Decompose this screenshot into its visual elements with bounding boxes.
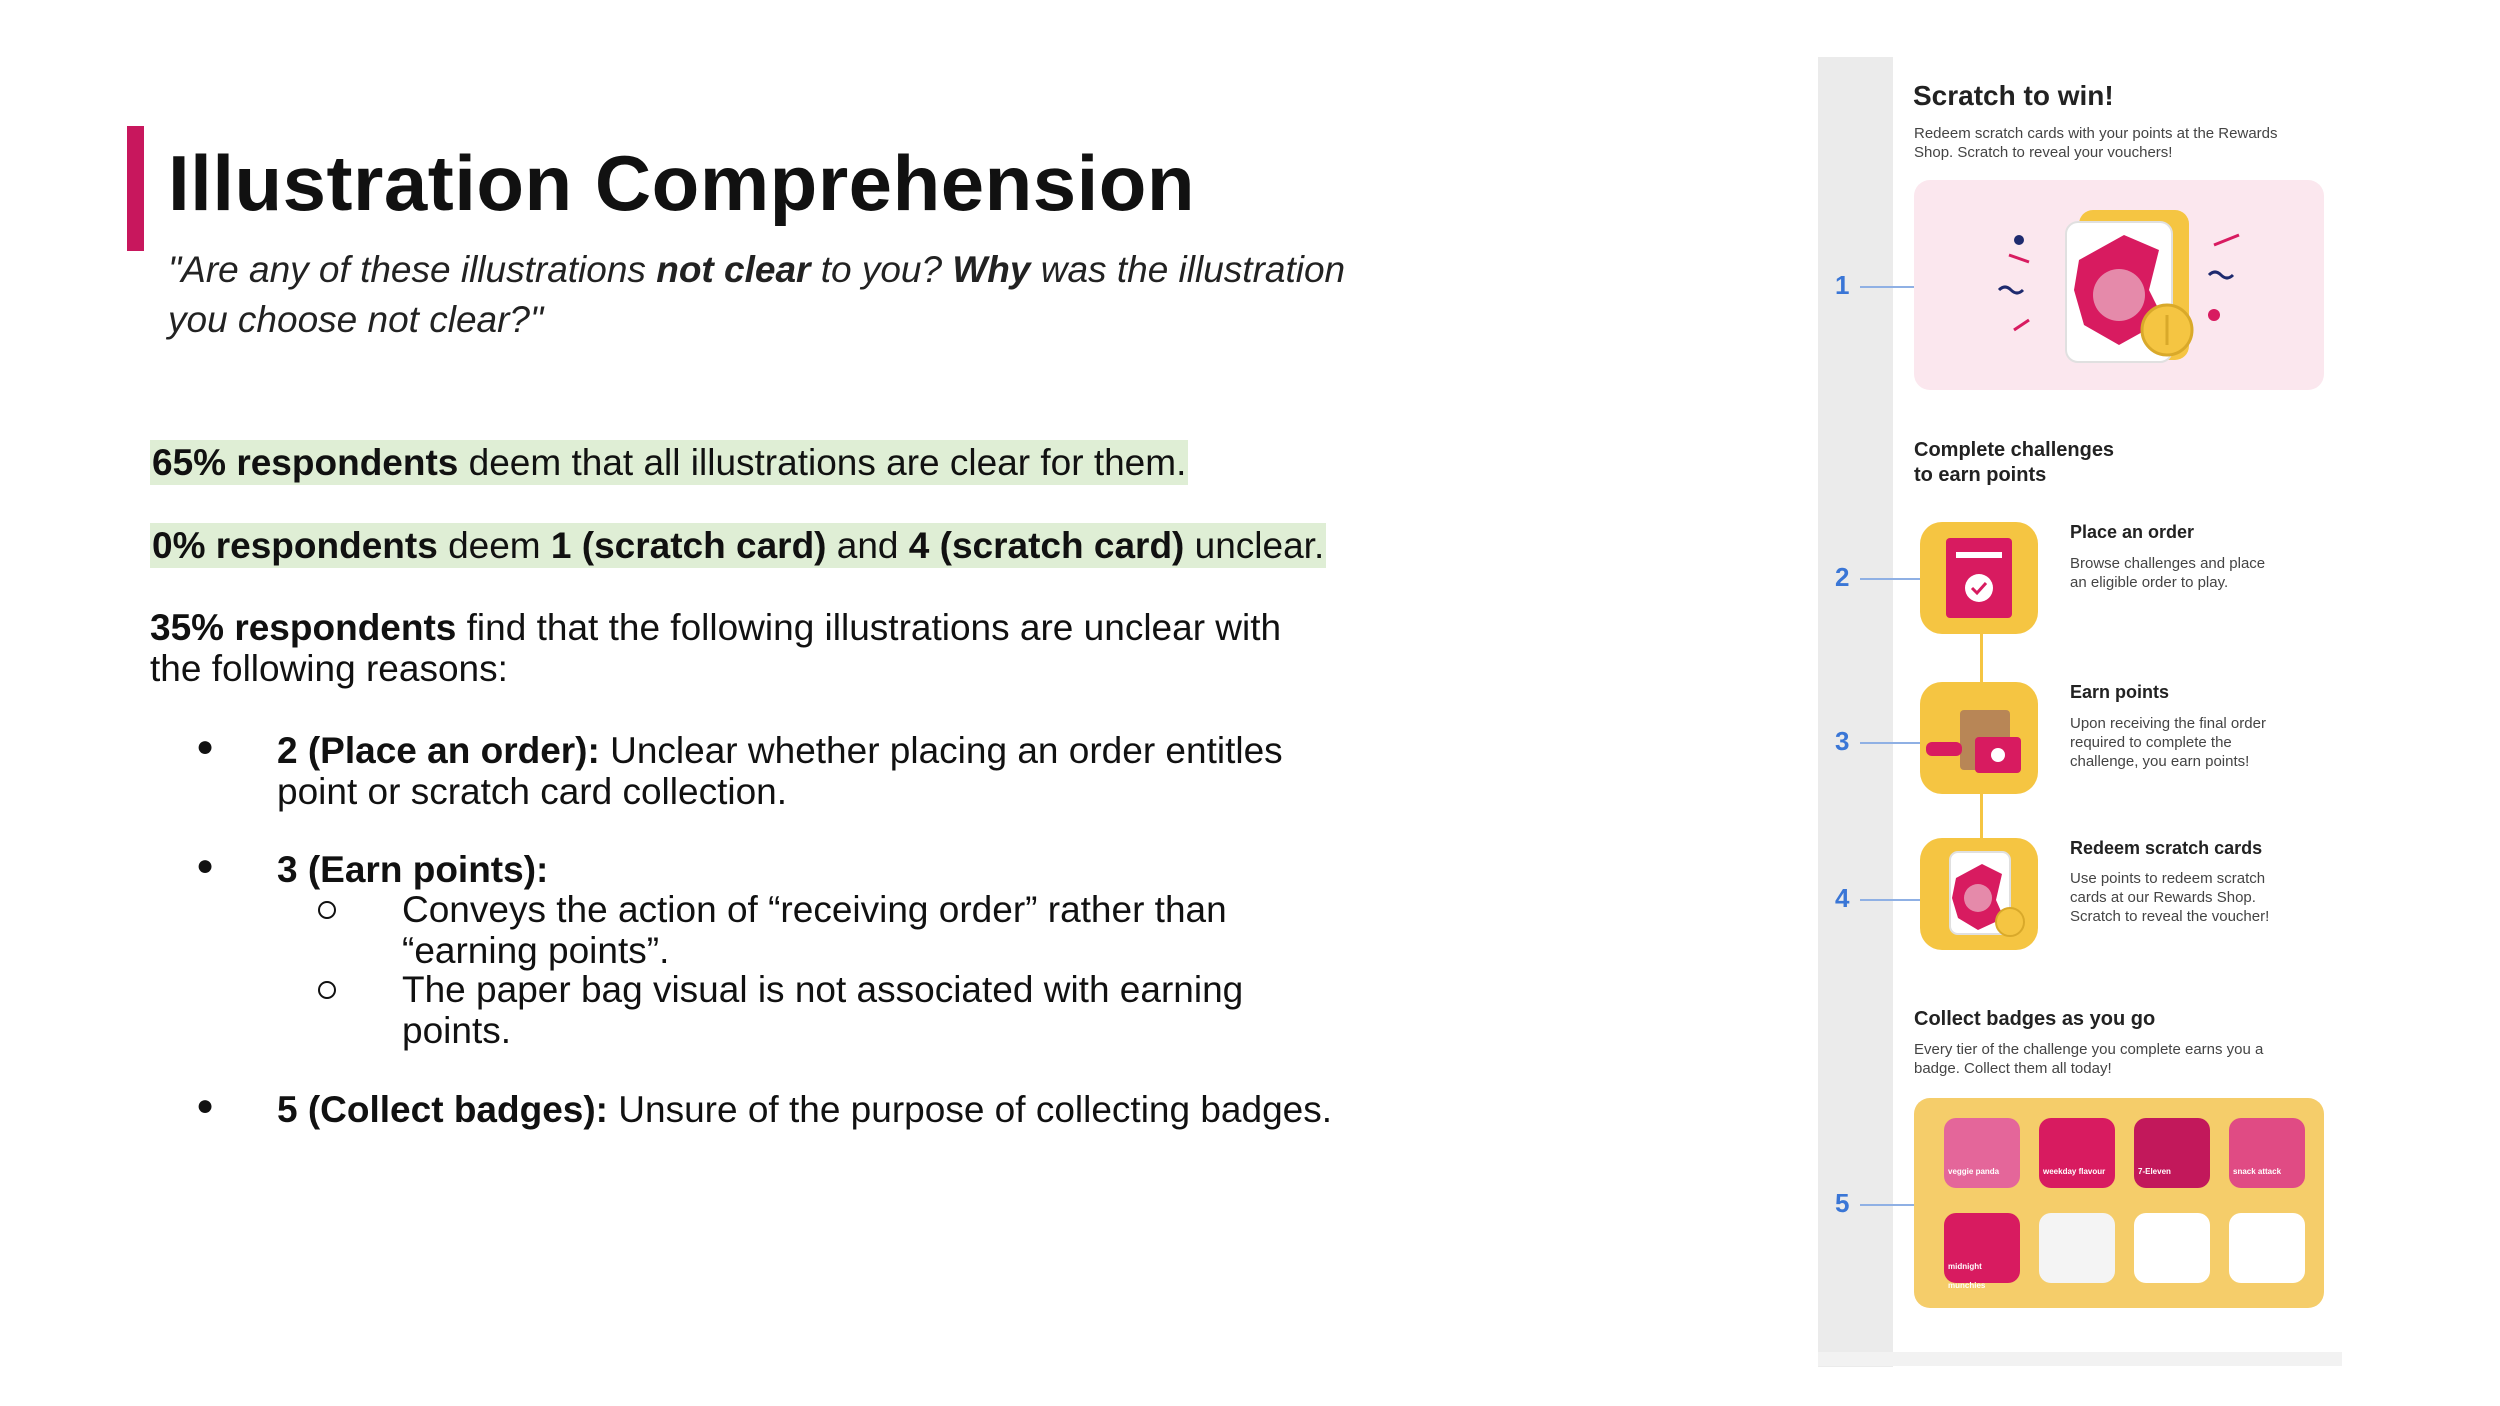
question-part: was the illustration you choose not clear?": [168, 249, 1346, 340]
sub-bullet-circle: [318, 901, 336, 919]
stat-bold: 4 (scratch card): [908, 525, 1185, 566]
badge-weekday-flavour: [2039, 1118, 2115, 1188]
marker-5: 5: [1835, 1188, 1850, 1218]
bullet-bold: 2 (Place an order):: [277, 730, 600, 771]
stat-bold: 65% respondents: [152, 442, 459, 483]
step-desc-line: Upon receiving the final order: [2070, 715, 2266, 732]
earn-points-illustration: [1920, 682, 2038, 794]
step-redeem-desc: [2070, 869, 2269, 926]
bullet-text: Unclear whether placing an order entitles: [599, 730, 1283, 771]
badges-desc-line: Every tier of the challenge you complete earns you a: [1914, 1041, 2264, 1058]
marker-line: [1860, 742, 1920, 744]
bullet-earn-points: [277, 849, 548, 890]
stat-text: and: [826, 525, 909, 566]
badge-locked: [2039, 1213, 2115, 1283]
question-part: "Are any of these illustrations: [168, 249, 657, 290]
paper-bag-icon: [1920, 682, 2038, 794]
stat-65-percent: [150, 442, 1188, 483]
badge-midnight-munchies: [1944, 1213, 2020, 1290]
challenges-heading-line: Complete challenges: [1914, 439, 2115, 461]
bullet-collect-badges: [277, 1089, 1332, 1130]
step-desc-line: Scratch to reveal the voucher!: [2070, 908, 2270, 925]
bullet-text: point or scratch card collection.: [277, 771, 788, 812]
stat-bold: 1 (scratch card): [550, 525, 827, 566]
badge-locked: [2229, 1213, 2305, 1283]
bullet-place-order: [277, 730, 1283, 812]
scratch-subtitle: [1914, 124, 2278, 162]
scratch-subtitle-line: Redeem scratch cards with your points at the Rewards: [1914, 125, 2278, 142]
marker-line: [1860, 1204, 1914, 1206]
step-redeem-title: Redeem scratch cards: [2070, 838, 2263, 858]
title-accent-bar: [127, 126, 144, 251]
step-desc-line: Browse challenges and place: [2070, 555, 2266, 572]
badge-label: weekday flavour: [2043, 1167, 2106, 1176]
scratch-card-small-icon: [1920, 838, 2038, 950]
badge-snack-attack: [2229, 1118, 2305, 1188]
stat-bold: 0% respondents: [152, 525, 438, 566]
badge-label: snack attack: [2233, 1167, 2282, 1176]
badges-illustration: [1914, 1098, 2324, 1308]
scratch-to-win-title: Scratch to win!: [1913, 80, 2114, 111]
slide-title: Illustration Comprehension: [168, 139, 1196, 227]
marker-2: 2: [1835, 562, 1850, 592]
question-bold: not clear: [656, 249, 811, 290]
bullet-dot: ●: [196, 849, 215, 882]
stat-text: unclear.: [1184, 525, 1325, 566]
marker-1: 1: [1835, 270, 1850, 300]
step-place-order-desc: [2070, 554, 2265, 592]
step-desc-line: cards at our Rewards Shop.: [2070, 889, 2256, 906]
step-earn-points-title: Earn points: [2070, 682, 2170, 702]
bullet-text: Unsure of the purpose of collecting badges.: [608, 1089, 1333, 1130]
bullet-bold: 3 (Earn points):: [277, 849, 549, 890]
sub-bullet-text: “earning points”.: [402, 930, 670, 971]
question-part: to you?: [810, 249, 953, 290]
stat-0-percent: [150, 525, 1326, 566]
badges-heading: Collect badges as you go: [1914, 1008, 2156, 1030]
place-order-illustration: [1920, 522, 2038, 634]
sub-bullet-text: The paper bag visual is not associated with earning: [402, 969, 1244, 1010]
screenshot-bottom-edge: [1818, 1352, 2342, 1366]
step-earn-points-desc: [2070, 714, 2266, 771]
question-bold: Why: [952, 249, 1031, 290]
stat-bold: 35% respondents: [150, 607, 457, 648]
stat-text: deem: [437, 525, 551, 566]
sub-bullet-text: Conveys the action of “receiving order” rather than: [402, 889, 1227, 930]
badges-desc-line: badge. Collect them all today!: [1914, 1060, 2112, 1077]
sub-bullet-receiving-order: [402, 889, 1227, 971]
marker-line: [1860, 899, 1920, 901]
stat-text: find that the following illustrations are unclear with: [456, 607, 1282, 648]
challenges-heading-line: to earn points: [1914, 464, 2047, 486]
step-desc-line: an eligible order to play.: [2070, 574, 2229, 591]
stat-text: deem that all illustrations are clear for them.: [458, 442, 1187, 483]
scratch-card-icon: [1914, 180, 2324, 390]
stat-highlight: [150, 523, 1326, 568]
step-desc-line: required to complete the: [2070, 734, 2232, 751]
marker-4: 4: [1835, 883, 1850, 913]
challenges-heading: [1914, 438, 2114, 488]
sub-bullet-circle: [318, 981, 336, 999]
stat-highlight: [150, 440, 1188, 485]
stat-35-percent: [150, 607, 1281, 689]
badge-veggie-panda: [1944, 1118, 2020, 1188]
badge-label: 7-Eleven: [2138, 1167, 2171, 1176]
step-desc-line: challenge, you earn points!: [2070, 753, 2250, 770]
badge-label: midnight munchies: [1948, 1262, 1986, 1290]
screenshot-side-strip: [1818, 57, 1893, 1367]
slide-question: [168, 245, 1368, 345]
marker-3: 3: [1835, 726, 1850, 756]
badges-desc: [1914, 1040, 2263, 1078]
sub-bullet-paper-bag: [402, 969, 1243, 1051]
scratch-card-illustration: [1914, 180, 2324, 390]
redeem-scratch-illustration: [1920, 838, 2038, 950]
step-desc-line: Use points to redeem scratch: [2070, 870, 2266, 887]
marker-line: [1860, 286, 1914, 288]
step-place-order-title: Place an order: [2070, 522, 2195, 542]
badge-7-eleven: [2134, 1118, 2210, 1188]
badge-locked: [2134, 1213, 2210, 1283]
stat-text: the following reasons:: [150, 648, 508, 689]
badge-label: veggie panda: [1948, 1167, 2000, 1176]
bullet-bold: 5 (Collect badges):: [277, 1089, 608, 1130]
scratch-subtitle-line: Shop. Scratch to reveal your vouchers!: [1914, 144, 2173, 161]
receipt-icon: [1920, 522, 2038, 634]
bullet-dot: ●: [196, 730, 215, 763]
marker-line: [1860, 578, 1920, 580]
sub-bullet-text: points.: [402, 1010, 512, 1051]
bullet-dot: ●: [196, 1089, 215, 1122]
